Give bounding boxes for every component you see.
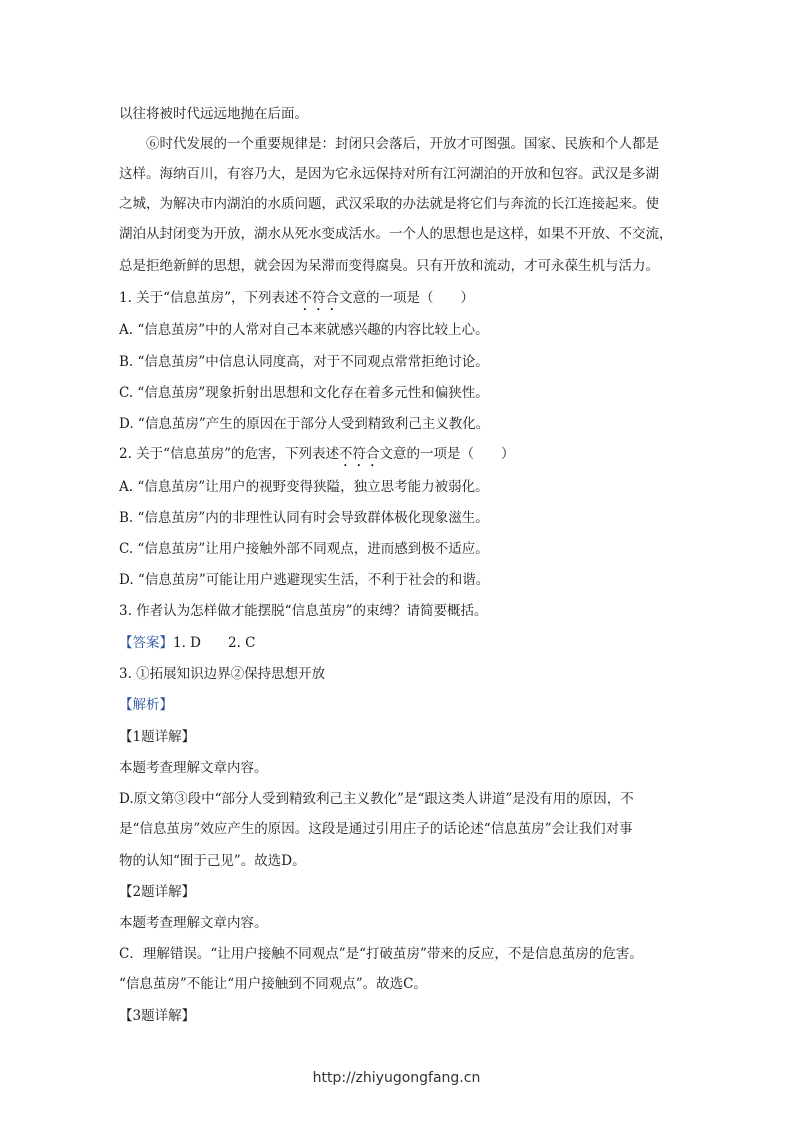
passage-line: 湖泊从封闭变为开放，湖水从死水变成活水。一个人的思想也是这样，如果不开放、不交流， — [119, 226, 673, 242]
analysis-text: 本题考查理解文章内容。 — [119, 760, 268, 776]
passage-line: 这样。海纳百川，有容乃大，是因为它永远保持对所有江河湖泊的开放和包容。武汉是多湖 — [119, 166, 659, 182]
footer-url: http://zhiyugongfang.cn — [312, 1070, 481, 1086]
question-2-stem: 2. 关于“信息茧房”的危害，下列表述不符合文意的一项是（ ） — [119, 446, 515, 462]
analysis-text: D.原文第③段中“部分人受到精致利己主义教化”是“跟这类人讲道”是没有用的原因，不 — [119, 791, 634, 807]
passage-line: 以往将被时代远远地抛在后面。 — [119, 106, 308, 122]
answer-line-3: 3. ①拓展知识边界②保持思想开放 — [119, 666, 326, 682]
question-2-option-c: C. “信息茧房”让用户接触外部不同观点，进而感到极不适应。 — [119, 541, 489, 557]
passage-line: 之城，为解决市内湖泊的水质问题，武汉采取的办法就是将它们与奔流的长江连接起来。使 — [119, 196, 659, 212]
question-1-option-d: D. “信息茧房”产生的原因在于部分人受到精致利己主义教化。 — [119, 416, 490, 432]
question-2-option-d: D. “信息茧房”可能让用户逃避现实生活，不利于社会的和谐。 — [119, 572, 490, 588]
emphasis-text: 不符合 — [338, 446, 380, 462]
passage-line: 总是拒绝新鲜的思想，就会因为呆滞而变得腐臭。只有开放和流动，才可永葆生机与活力。 — [119, 258, 659, 274]
answer-label: 【答案】 — [119, 635, 173, 651]
passage-line: ⑥时代发展的一个重要规律是：封闭只会落后，开放才可图强。国家、民族和个人都是 — [146, 136, 659, 152]
analysis-heading-2: 【2题详解】 — [119, 884, 196, 900]
analysis-heading-3: 【3题详解】 — [119, 1008, 196, 1024]
analysis-text: 物的认知“囿于己见”。故选D。 — [119, 853, 306, 869]
question-1-option-b: B. “信息茧房”中信息认同度高，对于不同观点常常拒绝讨论。 — [119, 354, 489, 370]
question-2-option-b: B. “信息茧房”内的非理性认同有时会导致群体极化现象滋生。 — [119, 510, 489, 526]
analysis-text: C．理解错误。“让用户接触不同观点”是“打破茧房”带来的反应，不是信息茧房的危害。 — [119, 946, 643, 962]
analysis-text: “信息茧房”不能让“用户接触到不同观点”。故选C。 — [119, 976, 427, 992]
question-1-option-c: C. “信息茧房”现象折射出思想和文化存在着多元性和偏狭性。 — [119, 385, 489, 401]
question-1-option-a: A. “信息茧房”中的人常对自己本来就感兴趣的内容比较上心。 — [119, 322, 489, 338]
analysis-text: 本题考查理解文章内容。 — [119, 915, 268, 931]
answer-line: 【答案】1. D 2. C — [119, 635, 256, 651]
analysis-label: 【解析】 — [119, 697, 173, 713]
question-1-stem: 1. 关于“信息茧房”，下列表述不符合文意的一项是（ ） — [119, 290, 474, 306]
analysis-heading-1: 【1题详解】 — [119, 729, 196, 745]
question-3-stem: 3. 作者认为怎样做才能摆脱“信息茧房”的束缚？请简要概括。 — [119, 603, 488, 619]
emphasis-text: 不符合 — [298, 290, 339, 306]
analysis-text: 是“信息茧房”效应产生的原因。这段是通过引用庄子的话论述“信息茧房”会让我们对事 — [119, 821, 633, 837]
question-2-option-a: A. “信息茧房”让用户的视野变得狭隘，独立思考能力被弱化。 — [119, 479, 489, 495]
